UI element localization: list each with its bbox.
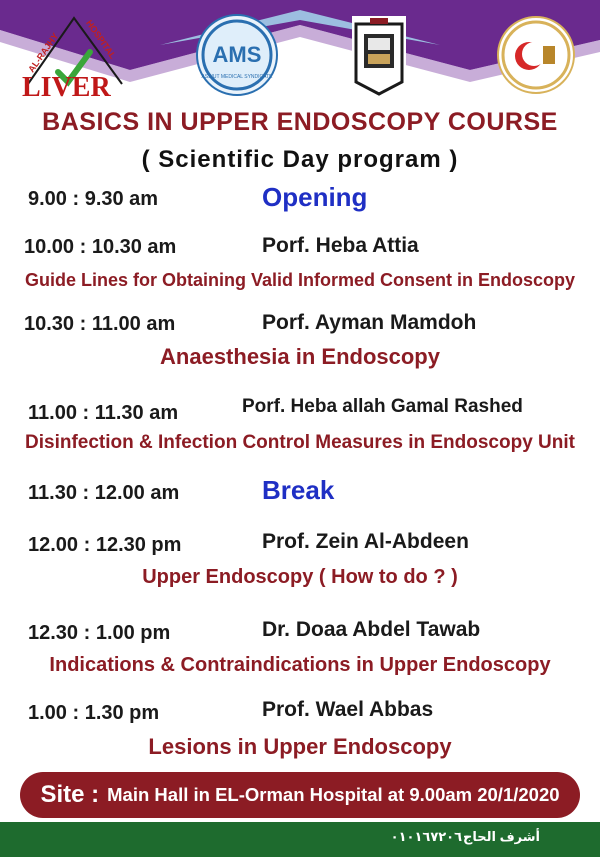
svg-text:ASSIUT MEDICAL SYNDICATE: ASSIUT MEDICAL SYNDICATE bbox=[201, 74, 273, 80]
session-speaker: Porf. Heba Attia bbox=[262, 234, 419, 257]
site-label: Site : bbox=[40, 781, 100, 808]
session-time: 10.30 : 11.00 am bbox=[24, 313, 176, 335]
site-banner bbox=[20, 772, 580, 818]
red-crescent-logo bbox=[497, 16, 575, 94]
assiut-medical-syndicate-logo bbox=[196, 14, 278, 96]
session-time: 10.00 : 10.30 am bbox=[24, 236, 177, 258]
session-time: 11.00 : 11.30 am bbox=[28, 402, 179, 424]
session-speaker: Dr. Doaa Abdel Tawab bbox=[262, 618, 481, 641]
opening-label: Opening bbox=[262, 182, 368, 212]
session-speaker: Prof. Wael Abbas bbox=[262, 698, 434, 721]
session-topic: Guide Lines for Obtaining Valid Informed Consent in Endoscopy bbox=[24, 270, 576, 290]
al-rajhy-liver-logo bbox=[18, 12, 138, 100]
footer-name: أشرف الحاج bbox=[463, 829, 540, 844]
site-text: Main Hall in EL-Orman Hospital at 9.00am 20/1/2020 bbox=[107, 784, 560, 805]
footer-phone: ٠١٠١٦٧٢٠٦٠ bbox=[390, 829, 470, 844]
session-speaker: Porf. Ayman Mamdoh bbox=[262, 311, 477, 334]
session-speaker: Porf. Heba allah Gamal Rashed bbox=[242, 396, 523, 417]
session-topic: Upper Endoscopy ( How to do ? ) bbox=[142, 566, 458, 588]
svg-text:AL-RAJHY: AL-RAJHY bbox=[26, 31, 61, 75]
session-topic: Anaesthesia in Endoscopy bbox=[160, 344, 440, 369]
session-topic: Lesions in Upper Endoscopy bbox=[148, 734, 452, 759]
break-label: Break bbox=[262, 475, 335, 505]
break-time: 11.30 : 12.00 am bbox=[28, 482, 180, 504]
session-time: 12.00 : 12.30 pm bbox=[28, 534, 182, 556]
university-logo bbox=[352, 16, 406, 96]
session-topic: Indications & Contraindications in Upper Endoscopy bbox=[49, 654, 551, 676]
session-topic: Disinfection & Infection Control Measures in Endoscopy Unit bbox=[25, 432, 575, 453]
svg-text:LIVER: LIVER bbox=[22, 72, 111, 100]
program-subtitle: ( Scientific Day program ) bbox=[141, 146, 459, 173]
session-speaker: Prof. Zein Al-Abdeen bbox=[262, 530, 469, 553]
session-time: 1.00 : 1.30 pm bbox=[28, 702, 160, 724]
svg-text:HOSPITAL: HOSPITAL bbox=[84, 18, 118, 61]
opening-time: 9.00 : 9.30 am bbox=[28, 188, 159, 210]
course-title: BASICS IN UPPER ENDOSCOPY COURSE bbox=[42, 108, 558, 136]
svg-text:AMS: AMS bbox=[212, 42, 262, 67]
session-time: 12.30 : 1.00 pm bbox=[28, 622, 171, 644]
